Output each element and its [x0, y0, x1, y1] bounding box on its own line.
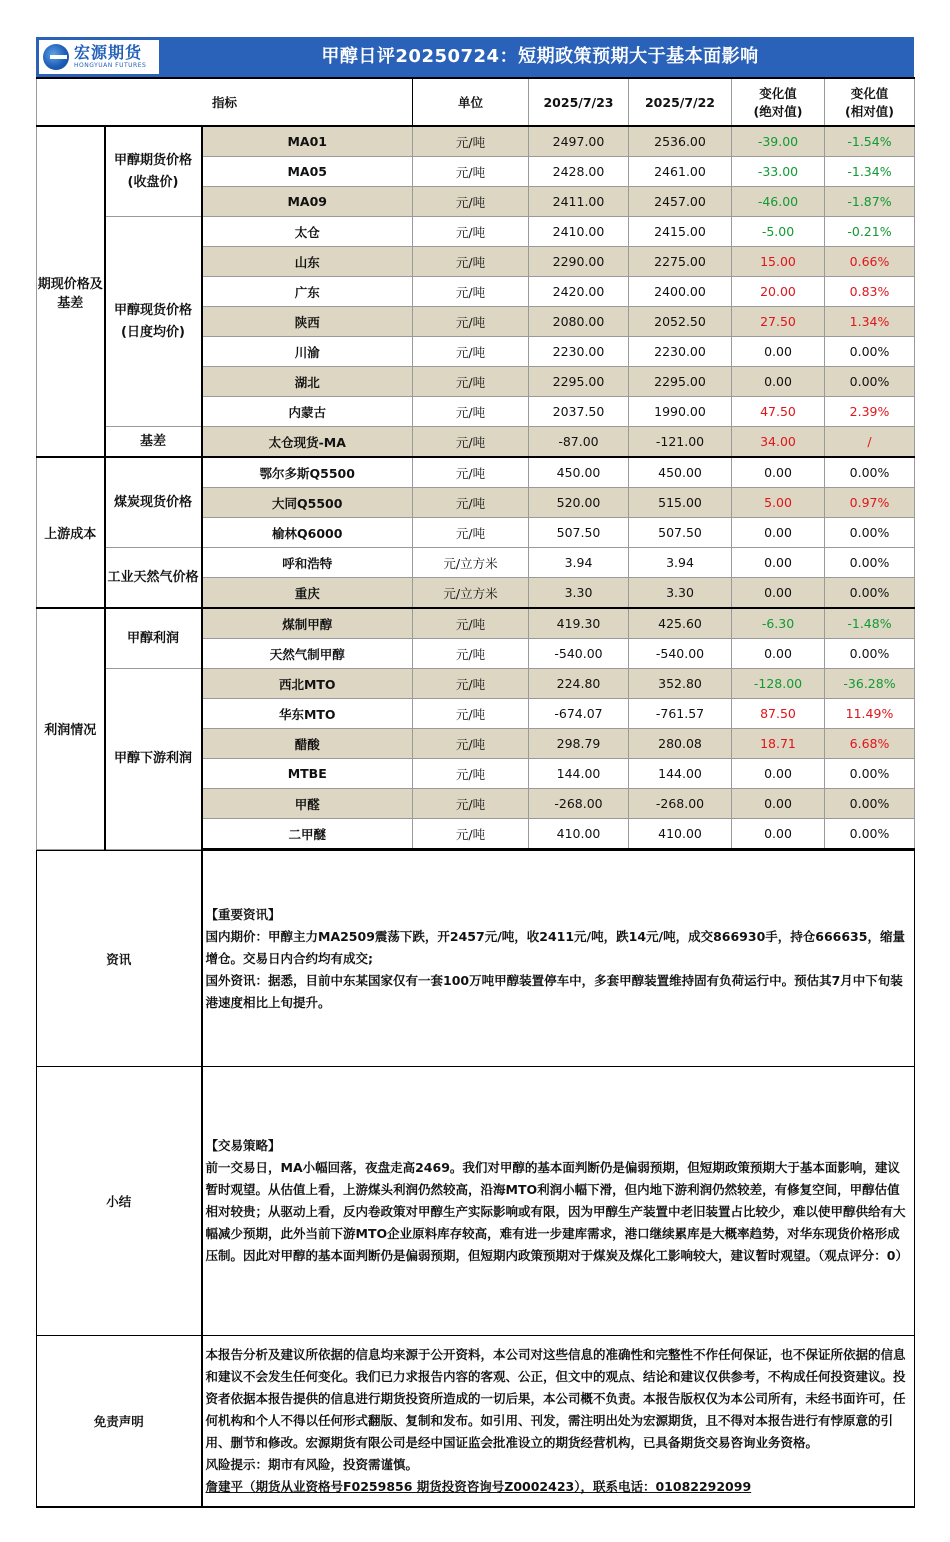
indicator-table: [36, 77, 915, 850]
value-date1: 3.30: [529, 578, 629, 609]
unit-cell: 元/吨: [413, 277, 529, 307]
news-label: 资讯: [37, 851, 202, 1067]
value-date1: 224.80: [529, 669, 629, 699]
col-header-change-abs-line1: 变化值: [759, 86, 797, 101]
change-relative: 0.00%: [825, 819, 915, 850]
change-absolute: 0.00: [732, 759, 825, 789]
value-date2: 450.00: [629, 457, 732, 488]
value-date1: 298.79: [529, 729, 629, 759]
change-relative: 0.97%: [825, 488, 915, 518]
report-title: 甲醇日评20250724：短期政策预期大于基本面影响: [321, 46, 759, 67]
indicator-name: 内蒙古: [202, 397, 413, 427]
indicator-name: 太仓: [202, 217, 413, 247]
change-absolute: -46.00: [732, 187, 825, 217]
summary-label: 小结: [37, 1067, 202, 1336]
unit-cell: 元/吨: [413, 819, 529, 850]
change-absolute: 0.00: [732, 548, 825, 578]
value-date2: 2415.00: [629, 217, 732, 247]
indicator-name: MA01: [202, 126, 413, 157]
value-date2: 3.94: [629, 548, 732, 578]
subgroup-downstream-profit: 甲醇下游利润: [105, 669, 202, 850]
change-relative: 0.83%: [825, 277, 915, 307]
change-relative: 6.68%: [825, 729, 915, 759]
value-date2: 3.30: [629, 578, 732, 609]
col-header-change-abs-line2: (绝对值): [753, 104, 803, 119]
change-absolute: 0.00: [732, 639, 825, 669]
report-header: [36, 37, 914, 77]
news-foreign: 国外资讯：据悉，目前中东某国家仅有一套100万吨甲醇装置停车中，多套甲醇装置维持固有负荷运行中。预估其7月中下旬装港速度相比上旬提升。: [205, 972, 903, 1010]
value-date1: -87.00: [529, 427, 629, 458]
change-absolute: 47.50: [732, 397, 825, 427]
indicator-name: 醋酸: [202, 729, 413, 759]
col-header-change-rel-line1: 变化值: [850, 86, 889, 101]
change-absolute: -128.00: [732, 669, 825, 699]
change-absolute: 20.00: [732, 277, 825, 307]
value-date2: 507.50: [629, 518, 732, 548]
unit-cell: 元/吨: [413, 608, 529, 639]
company-logo: [39, 40, 159, 74]
section-upstream-cost: 上游成本: [37, 457, 105, 608]
indicator-name: 太仓现货-MA: [202, 427, 413, 458]
indicator-name: MA09: [202, 187, 413, 217]
change-absolute: 0.00: [732, 789, 825, 819]
col-header-date2: 2025/7/22: [629, 78, 732, 126]
table-row: [37, 669, 915, 699]
unit-cell: 元/吨: [413, 699, 529, 729]
disclaimer-body: [202, 1336, 915, 1508]
unit-cell: 元/吨: [413, 759, 529, 789]
subgroup-basis: 基差: [105, 427, 202, 458]
value-date1: 2420.00: [529, 277, 629, 307]
change-relative: 0.00%: [825, 639, 915, 669]
value-date2: 280.08: [629, 729, 732, 759]
report-sheet: [36, 37, 914, 1508]
news-body: [202, 851, 915, 1067]
unit-cell: 元/吨: [413, 488, 529, 518]
disclaimer-text: 本报告分析及建议所依据的信息均来源于公开资料，本公司对这些信息的准确性和完整性不作任何保证，也不保证所依据的信息和建议不会发生任何变化。我们已力求报告内容的客观、公正，但文中的观点、结论和建议仅供参考，不构成任何投资建议。投资者依据本报告提供的信息进行期货投资所造成的一切后果，本公司概不负责。本报告版权仅为本公司所有，未经书面许可，任何机构和个人不得以任何形式翻版、复制和发布。如引用、刊发，需注明出处为宏源期货，且不得对本报告进行有悖原意的引用、删节和修改。宏源期货有限公司是经中国证监会批准设立的期货经营机构，已具备期货交易咨询业务资格。: [205, 1347, 906, 1450]
value-date1: -674.07: [529, 699, 629, 729]
value-date2: 1990.00: [629, 397, 732, 427]
value-date1: -268.00: [529, 789, 629, 819]
subgroup-futures-price: [105, 126, 202, 217]
indicator-name: 煤制甲醇: [202, 608, 413, 639]
value-date1: 450.00: [529, 457, 629, 488]
unit-cell: 元/吨: [413, 247, 529, 277]
change-absolute: 18.71: [732, 729, 825, 759]
value-date2: -761.57: [629, 699, 732, 729]
indicator-name: 二甲醚: [202, 819, 413, 850]
change-relative: 1.34%: [825, 307, 915, 337]
news-heading: 【重要资讯】: [205, 906, 281, 922]
risk-warning: 风险提示：期市有风险，投资需谨慎。: [205, 1457, 419, 1472]
change-relative: 11.49%: [825, 699, 915, 729]
change-absolute: 87.50: [732, 699, 825, 729]
value-date1: 419.30: [529, 608, 629, 639]
value-date1: 507.50: [529, 518, 629, 548]
value-date1: 2230.00: [529, 337, 629, 367]
unit-cell: 元/吨: [413, 157, 529, 187]
change-absolute: 5.00: [732, 488, 825, 518]
value-date2: 2230.00: [629, 337, 732, 367]
change-relative: 0.00%: [825, 457, 915, 488]
value-date2: -268.00: [629, 789, 732, 819]
indicator-name: 呼和浩特: [202, 548, 413, 578]
unit-cell: 元/吨: [413, 518, 529, 548]
summary-text: 前一交易日，MA小幅回落，夜盘走高2469。我们对甲醇的基本面判断仍是偏弱预期，但短期政策预期大于基本面影响，建议暂时观望。从估值上看，上游煤头利润仍然较高，沿海MTO利润小幅下滑，但内地下游利润仍然较差，有修复空间，甲醇估值相对较贵；从驱动上看，反内卷政策对甲醇生产实际影响或有限，因为甲醇生产装置中老旧装置占比较少，难以使甲醇供给有大幅减少预期，此外当前下游MTO企业原料库存较高，难有进一步建库需求，港口继续累库是大概率趋势，对华东现货价格形成压制。因此对甲醇的基本面判断仍是偏弱预期，但短期内政策预期对于煤炭及煤化工影响较大，建议暂时观望。（观点评分：0）: [205, 1160, 908, 1263]
change-absolute: 0.00: [732, 518, 825, 548]
news-domestic: 国内期价：甲醇主力MA2509震荡下跌，开2457元/吨，收2411元/吨，跌14元/吨，成交866930手，持仓666635，缩量增仓。交易日内合约均有成交;: [205, 928, 905, 966]
indicator-name: 山东: [202, 247, 413, 277]
unit-cell: 元/立方米: [413, 548, 529, 578]
indicator-name: 甲醛: [202, 789, 413, 819]
table-row: [37, 427, 915, 458]
change-absolute: 0.00: [732, 578, 825, 609]
unit-cell: 元/吨: [413, 427, 529, 458]
change-absolute: 15.00: [732, 247, 825, 277]
col-header-indicator: 指标: [37, 78, 413, 126]
subgroup-coal-price: 煤炭现货价格: [105, 457, 202, 548]
indicator-name: 榆林Q6000: [202, 518, 413, 548]
value-date1: 2037.50: [529, 397, 629, 427]
subgroup-futures-price-line1: 甲醇期货价格: [113, 152, 192, 168]
table-row: [37, 126, 915, 157]
unit-cell: 元/吨: [413, 669, 529, 699]
change-relative: -0.21%: [825, 217, 915, 247]
unit-cell: 元/吨: [413, 187, 529, 217]
value-date1: 2497.00: [529, 126, 629, 157]
value-date2: 352.80: [629, 669, 732, 699]
disclaimer-label: 免责声明: [37, 1336, 202, 1508]
change-absolute: 0.00: [732, 457, 825, 488]
section-profit: 利润情况: [37, 608, 105, 849]
analyst-contact: 詹建平（期货从业资格号F0259856 期货投资咨询号Z0002423），联系电话：01082292099: [205, 1479, 752, 1494]
value-date1: 144.00: [529, 759, 629, 789]
change-relative: -1.48%: [825, 608, 915, 639]
table-row: [37, 608, 915, 639]
unit-cell: 元/吨: [413, 126, 529, 157]
subgroup-futures-price-line2: (收盘价): [127, 174, 179, 190]
change-relative: -36.28%: [825, 669, 915, 699]
subgroup-spot-price: [105, 217, 202, 427]
value-date2: 2536.00: [629, 126, 732, 157]
unit-cell: 元/吨: [413, 307, 529, 337]
indicator-name: 鄂尔多斯Q5500: [202, 457, 413, 488]
change-absolute: 34.00: [732, 427, 825, 458]
indicator-name: 陕西: [202, 307, 413, 337]
indicator-name: 重庆: [202, 578, 413, 609]
value-date1: 2290.00: [529, 247, 629, 277]
logo-name-en: HONGYUAN FUTURES: [74, 62, 147, 69]
indicator-name: 川渝: [202, 337, 413, 367]
subgroup-spot-price-line1: 甲醇现货价格: [113, 302, 192, 318]
unit-cell: 元/吨: [413, 337, 529, 367]
change-relative: 0.00%: [825, 548, 915, 578]
indicator-name: 大同Q5500: [202, 488, 413, 518]
indicator-name: 广东: [202, 277, 413, 307]
value-date2: 2052.50: [629, 307, 732, 337]
change-relative: 0.00%: [825, 578, 915, 609]
logo-name-cn: 宏源期货: [74, 43, 143, 62]
indicator-name: 华东MTO: [202, 699, 413, 729]
value-date2: -540.00: [629, 639, 732, 669]
value-date2: 2461.00: [629, 157, 732, 187]
table-row: [37, 548, 915, 578]
col-header-change-abs: [732, 78, 825, 126]
change-relative: 0.00%: [825, 789, 915, 819]
summary-heading: 【交易策略】: [205, 1138, 281, 1153]
table-row: [37, 457, 915, 488]
value-date2: 144.00: [629, 759, 732, 789]
col-header-change-rel-line2: (相对值): [845, 104, 894, 119]
change-relative: 0.00%: [825, 367, 915, 397]
change-relative: 0.00%: [825, 337, 915, 367]
change-absolute: -39.00: [732, 126, 825, 157]
value-date1: 2295.00: [529, 367, 629, 397]
value-date2: -121.00: [629, 427, 732, 458]
table-header-row: [37, 78, 915, 126]
change-absolute: 0.00: [732, 337, 825, 367]
value-date1: 2428.00: [529, 157, 629, 187]
col-header-change-rel: [825, 78, 915, 126]
change-relative: 0.00%: [825, 759, 915, 789]
indicator-name: 湖北: [202, 367, 413, 397]
change-relative: 0.00%: [825, 518, 915, 548]
commentary-table: [36, 850, 915, 1508]
summary-body: [202, 1067, 915, 1336]
change-relative: -1.54%: [825, 126, 915, 157]
change-absolute: -5.00: [732, 217, 825, 247]
value-date2: 2400.00: [629, 277, 732, 307]
value-date1: 2411.00: [529, 187, 629, 217]
logo-emblem-icon: [43, 44, 69, 70]
value-date2: 410.00: [629, 819, 732, 850]
subgroup-methanol-profit: 甲醇利润: [105, 608, 202, 669]
value-date2: 2457.00: [629, 187, 732, 217]
indicator-name: MTBE: [202, 759, 413, 789]
indicator-name: 天然气制甲醇: [202, 639, 413, 669]
value-date1: -540.00: [529, 639, 629, 669]
unit-cell: 元/吨: [413, 457, 529, 488]
change-absolute: 0.00: [732, 367, 825, 397]
value-date2: 2295.00: [629, 367, 732, 397]
value-date2: 2275.00: [629, 247, 732, 277]
subgroup-spot-price-line2: (日度均价): [121, 324, 185, 340]
change-relative: 0.66%: [825, 247, 915, 277]
section-price-basis: 期现价格及基差: [37, 126, 105, 457]
change-absolute: -33.00: [732, 157, 825, 187]
indicator-name: MA05: [202, 157, 413, 187]
value-date1: 410.00: [529, 819, 629, 850]
value-date2: 515.00: [629, 488, 732, 518]
value-date1: 2410.00: [529, 217, 629, 247]
indicator-name: 西北MTO: [202, 669, 413, 699]
value-date2: 425.60: [629, 608, 732, 639]
change-relative: /: [825, 427, 915, 458]
unit-cell: 元/吨: [413, 217, 529, 247]
col-header-unit: 单位: [413, 78, 529, 126]
col-header-date1: 2025/7/23: [529, 78, 629, 126]
unit-cell: 元/吨: [413, 789, 529, 819]
unit-cell: 元/吨: [413, 397, 529, 427]
value-date1: 2080.00: [529, 307, 629, 337]
subgroup-gas-price: 工业天然气价格: [105, 548, 202, 609]
value-date1: 520.00: [529, 488, 629, 518]
change-relative: 2.39%: [825, 397, 915, 427]
unit-cell: 元/吨: [413, 639, 529, 669]
table-row: [37, 217, 915, 247]
value-date1: 3.94: [529, 548, 629, 578]
unit-cell: 元/吨: [413, 367, 529, 397]
unit-cell: 元/立方米: [413, 578, 529, 609]
change-relative: -1.87%: [825, 187, 915, 217]
unit-cell: 元/吨: [413, 729, 529, 759]
change-absolute: 27.50: [732, 307, 825, 337]
change-absolute: 0.00: [732, 819, 825, 850]
change-absolute: -6.30: [732, 608, 825, 639]
change-relative: -1.34%: [825, 157, 915, 187]
